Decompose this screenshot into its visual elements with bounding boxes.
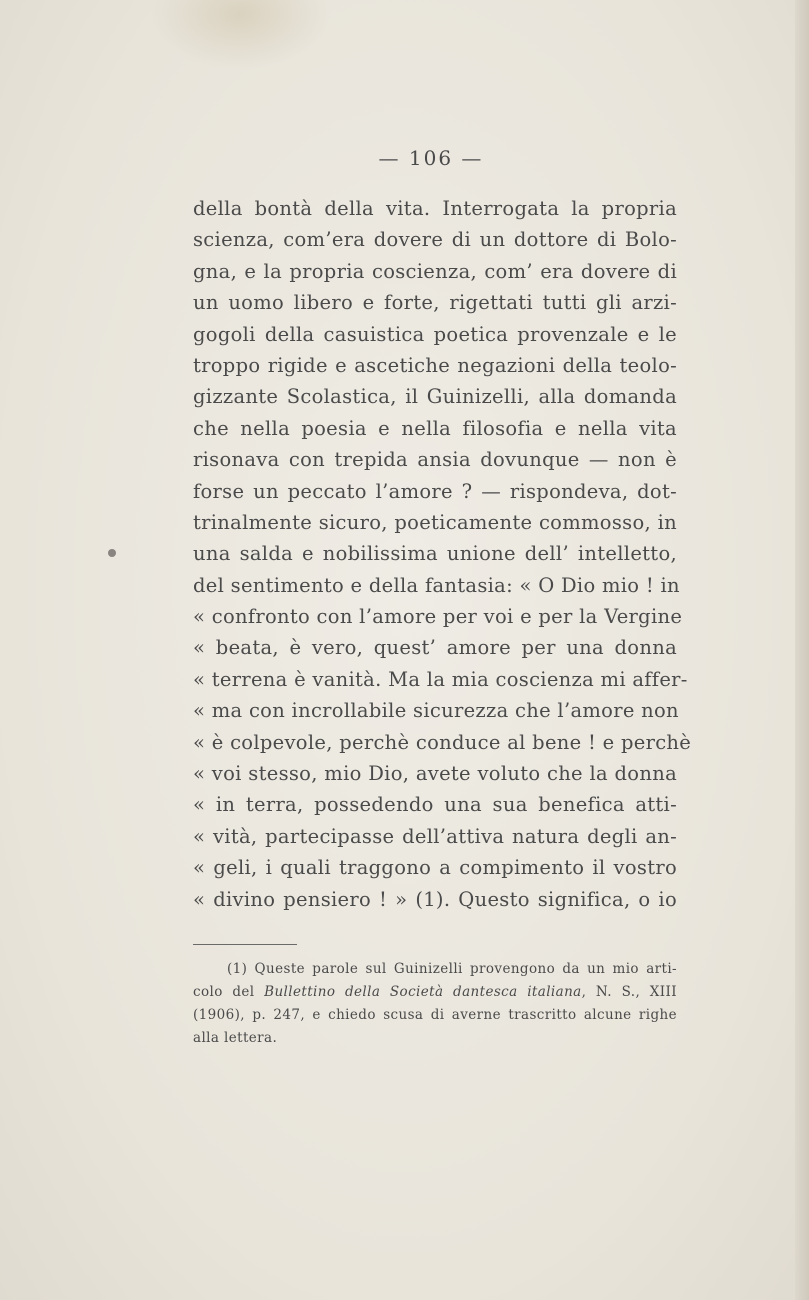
footnote-text: colo del	[193, 984, 265, 1000]
text-line: « confronto con l’amore per voi e per la Vergine	[193, 605, 683, 629]
text-line: un uomo libero e forte, rigettati tutti gli arzi-	[193, 291, 677, 315]
footnote	[193, 958, 677, 1050]
text-line: scienza, com’era dovere di un dottore di Bolo-	[193, 228, 677, 252]
text-line: « terrena è vanità. Ma la mia coscienza mi affer-	[193, 667, 688, 691]
footnote-text: , N. S., XIII	[581, 984, 677, 1000]
footnote-rule	[193, 944, 297, 945]
text-line: « divino pensiero ! » (1). Questo significa, o io	[193, 887, 677, 911]
page-edge	[795, 0, 809, 1300]
text-line: « ma con incrollabile sicurezza che l’amore non	[193, 699, 679, 723]
text-line: « è colpevole, perchè conduce al bene ! e perchè	[193, 730, 692, 754]
text-line: gna, e la propria coscienza, com’ era dovere di	[193, 259, 677, 283]
text-line: del sentimento e della fantasia: « O Dio mio ! in	[193, 573, 680, 597]
text-line: gogoli della casuistica poetica provenzale e le	[193, 322, 677, 346]
text-line: « voi stesso, mio Dio, avete voluto che la donna	[193, 762, 677, 786]
footnote-line	[193, 981, 677, 1004]
text-line: troppo rigide e ascetiche negazioni della teolo-	[193, 353, 677, 377]
text-line: della bontà della vita. Interrogata la propria	[193, 197, 677, 220]
text-line: una salda e nobilissima unione dell’ intelletto,	[193, 542, 677, 566]
ink-spot	[108, 549, 116, 557]
text-line: « vità, partecipasse dell’attiva natura degli an-	[193, 824, 677, 848]
text-line: « geli, i quali traggono a compimento il vostro	[193, 856, 677, 880]
journal-title: Bullettino della Società dantesca italiana	[264, 984, 582, 1000]
body-text	[193, 193, 692, 915]
text-line: gizzante Scolastica, il Guinizelli, alla domanda	[193, 385, 677, 409]
text-line: che nella poesia e nella filosofia e nella vita	[193, 416, 677, 440]
text-line: « in terra, possedendo una sua benefica atti-	[193, 793, 677, 817]
footnote-line: alla lettera.	[193, 1030, 278, 1046]
footnote-line: (1906), p. 247, e chiedo scusa di averne trascritto alcune righe	[193, 1007, 677, 1023]
text-line: trinalmente sicuro, poeticamente commosso, in	[193, 510, 677, 534]
text-line: risonava con trepida ansia dovunque — non è	[193, 448, 677, 472]
text-line: « beata, è vero, quest’ amore per una donna	[193, 636, 677, 660]
page-number: — 106 —	[378, 146, 484, 170]
text-line: forse un peccato l’amore ? — rispondeva, dot-	[193, 479, 677, 503]
paper-stain	[150, 0, 330, 70]
footnote-line: (1) Queste parole sul Guinizelli provengono da un mio arti-	[227, 961, 677, 977]
